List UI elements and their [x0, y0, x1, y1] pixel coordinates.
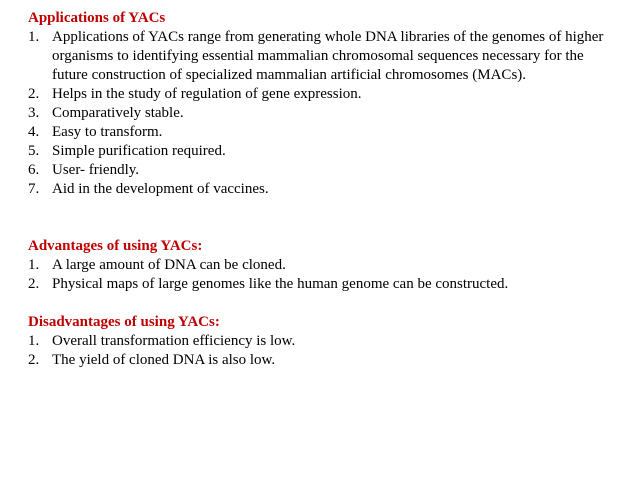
list-item-text: Applications of YACs range from generating whole DNA libraries of the genomes of higher organisms to identifying essential mammalian chromosomal sequences necessary for the future construction of specialized mammalian artificial chromosomes (MACs). [52, 29, 604, 83]
list-item-number: 3. [28, 105, 40, 121]
list-item-number: 1. [28, 257, 40, 273]
list-item [28, 180, 620, 199]
list-item [28, 161, 620, 180]
disadvantages-list [28, 332, 620, 370]
advantages-section [28, 237, 620, 294]
list-item-number: 2. [28, 86, 40, 102]
list-item-number: 5. [28, 143, 40, 159]
advantages-list [28, 256, 620, 294]
list-item-text: Overall transformation efficiency is low. [52, 333, 296, 349]
advantages-heading: Advantages of using YACs: [28, 238, 203, 254]
disadvantages-heading: Disadvantages of using YACs: [28, 314, 220, 330]
list-item-text: Physical maps of large genomes like the human genome can be constructed. [52, 276, 509, 292]
disadvantages-section [28, 313, 620, 370]
list-item-text: Aid in the development of vaccines. [52, 181, 269, 197]
list-item-text: Easy to transform. [52, 124, 163, 140]
list-item-number: 1. [28, 333, 40, 349]
applications-section [28, 9, 620, 199]
list-item-number: 6. [28, 162, 40, 178]
list-item-number: 7. [28, 181, 40, 197]
list-item [28, 142, 620, 161]
applications-heading: Applications of YACs [28, 10, 166, 26]
list-item-text: A large amount of DNA can be cloned. [52, 257, 286, 273]
section-spacer [28, 294, 620, 313]
list-item [28, 351, 620, 370]
list-item-text: Comparatively stable. [52, 105, 184, 121]
list-item [28, 85, 620, 104]
applications-list [28, 28, 620, 199]
list-item-number: 4. [28, 124, 40, 140]
list-item [28, 28, 620, 85]
list-item-text: Simple purification required. [52, 143, 226, 159]
list-item-text: The yield of cloned DNA is also low. [52, 352, 276, 368]
list-item-text: Helps in the study of regulation of gene expression. [52, 86, 362, 102]
list-item [28, 256, 620, 275]
list-item-number: 2. [28, 276, 40, 292]
section-spacer [28, 199, 620, 237]
list-item [28, 104, 620, 123]
list-item-number: 1. [28, 29, 40, 45]
list-item-text: User- friendly. [52, 162, 140, 178]
list-item [28, 123, 620, 142]
list-item [28, 332, 620, 351]
list-item [28, 275, 620, 294]
list-item-number: 2. [28, 352, 40, 368]
